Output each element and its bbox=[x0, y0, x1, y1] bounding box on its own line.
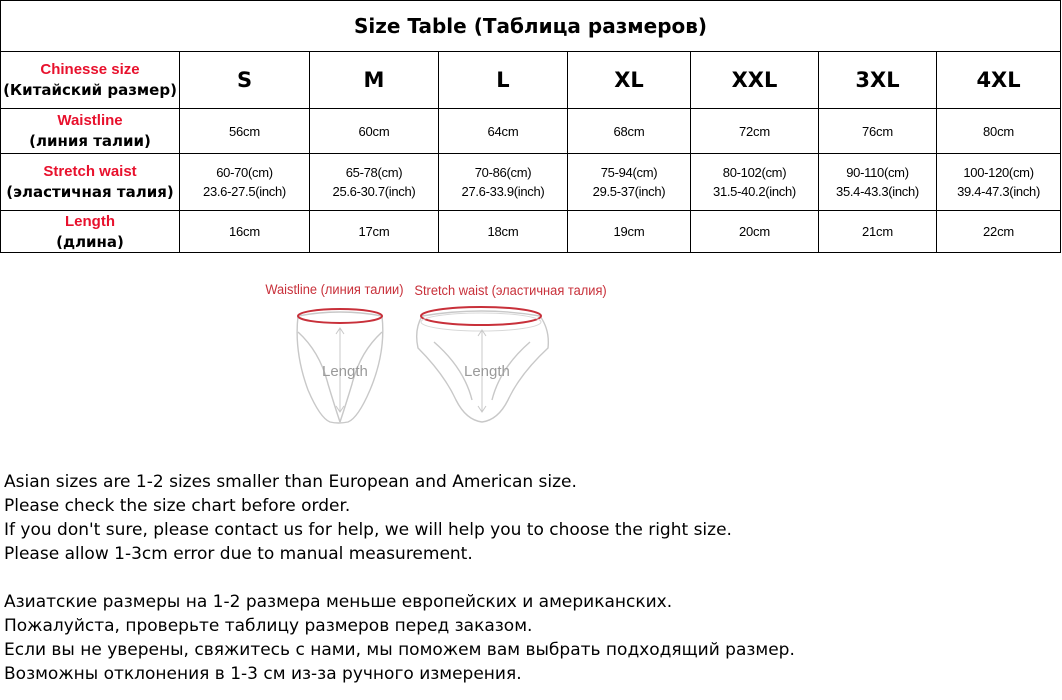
table-cell: 80-102(cm) 31.5-40.2(inch) bbox=[691, 154, 819, 211]
table-cell: 19cm bbox=[568, 211, 691, 253]
row-label bbox=[1, 109, 180, 154]
table-title: Size Table (Таблица размеров) bbox=[1, 1, 1061, 52]
table-row-stretch-waist bbox=[1, 154, 1061, 211]
header-label-en: Chinesse size bbox=[40, 61, 140, 78]
table-cell: 80cm bbox=[937, 109, 1061, 154]
row-label bbox=[1, 211, 180, 253]
table-row-waistline bbox=[1, 109, 1061, 154]
table-cell: 70-86(cm) 27.6-33.9(inch) bbox=[439, 154, 568, 211]
right-caption: Stretch waist (эластичная талия) bbox=[414, 282, 607, 299]
table-cell: 65-78(cm) 25.6-30.7(inch) bbox=[310, 154, 439, 211]
left-length-label: Length bbox=[322, 363, 368, 380]
row-label-ru: (эластичная талия) bbox=[6, 183, 174, 201]
notes bbox=[4, 470, 795, 686]
size-xl: XL bbox=[568, 52, 691, 109]
table-cell: 60cm bbox=[310, 109, 439, 154]
table-cell: 17cm bbox=[310, 211, 439, 253]
table-cell: 21cm bbox=[819, 211, 937, 253]
table-cell: 16cm bbox=[180, 211, 310, 253]
header-row bbox=[1, 52, 1061, 109]
note-line: If you don't sure, please contact us for help, we will help you to choose the right size. bbox=[4, 520, 732, 540]
measurement-diagram bbox=[258, 272, 608, 432]
header-label-ru: (Китайский размер) bbox=[3, 81, 177, 99]
table-cell: 22cm bbox=[937, 211, 1061, 253]
note-line: Возможны отклонения в 1-3 см из-за ручного измерения. bbox=[4, 664, 522, 684]
table-cell: 18cm bbox=[439, 211, 568, 253]
note-line: Если вы не уверены, свяжитесь с нами, мы поможем вам выбрать подходящий размер. bbox=[4, 640, 795, 660]
left-waistline-marker bbox=[298, 309, 382, 323]
note-line: Please allow 1-3cm error due to manual measurement. bbox=[4, 544, 473, 564]
table-cell: 75-94(cm) 29.5-37(inch) bbox=[568, 154, 691, 211]
size-4xl: 4XL bbox=[937, 52, 1061, 109]
size-l: L bbox=[439, 52, 568, 109]
note-line: Пожалуйста, проверьте таблицу размеров перед заказом. bbox=[4, 616, 533, 636]
row-label-ru: (длина) bbox=[56, 232, 124, 251]
size-3xl: 3XL bbox=[819, 52, 937, 109]
note-line: Please check the size chart before order. bbox=[4, 496, 351, 516]
size-table bbox=[0, 0, 1061, 253]
header-label bbox=[1, 52, 180, 109]
row-label-en: Waistline bbox=[57, 112, 123, 129]
note-line: Азиатские размеры на 1-2 размера меньше европейских и американских. bbox=[4, 592, 673, 612]
left-caption: Waistline (линия талии) bbox=[265, 281, 404, 298]
table-cell: 76cm bbox=[819, 109, 937, 154]
row-label bbox=[1, 154, 180, 211]
right-length-label: Length bbox=[464, 363, 510, 380]
row-label-en: Length bbox=[65, 212, 115, 230]
size-m: M bbox=[310, 52, 439, 109]
table-cell: 68cm bbox=[568, 109, 691, 154]
table-cell: 60-70(cm) 23.6-27.5(inch) bbox=[180, 154, 310, 211]
size-xxl: XXL bbox=[691, 52, 819, 109]
table-row-length bbox=[1, 211, 1061, 253]
table-cell: 100-120(cm) 39.4-47.3(inch) bbox=[937, 154, 1061, 211]
note-line: Asian sizes are 1-2 sizes smaller than European and American size. bbox=[4, 472, 577, 492]
row-label-en: Stretch waist bbox=[43, 163, 137, 180]
table-cell: 20cm bbox=[691, 211, 819, 253]
table-cell: 56cm bbox=[180, 109, 310, 154]
row-label-ru: (линия талии) bbox=[29, 132, 151, 150]
table-cell: 64cm bbox=[439, 109, 568, 154]
table-cell: 90-110(cm) 35.4-43.3(inch) bbox=[819, 154, 937, 211]
table-cell: 72cm bbox=[691, 109, 819, 154]
size-s: S bbox=[180, 52, 310, 109]
